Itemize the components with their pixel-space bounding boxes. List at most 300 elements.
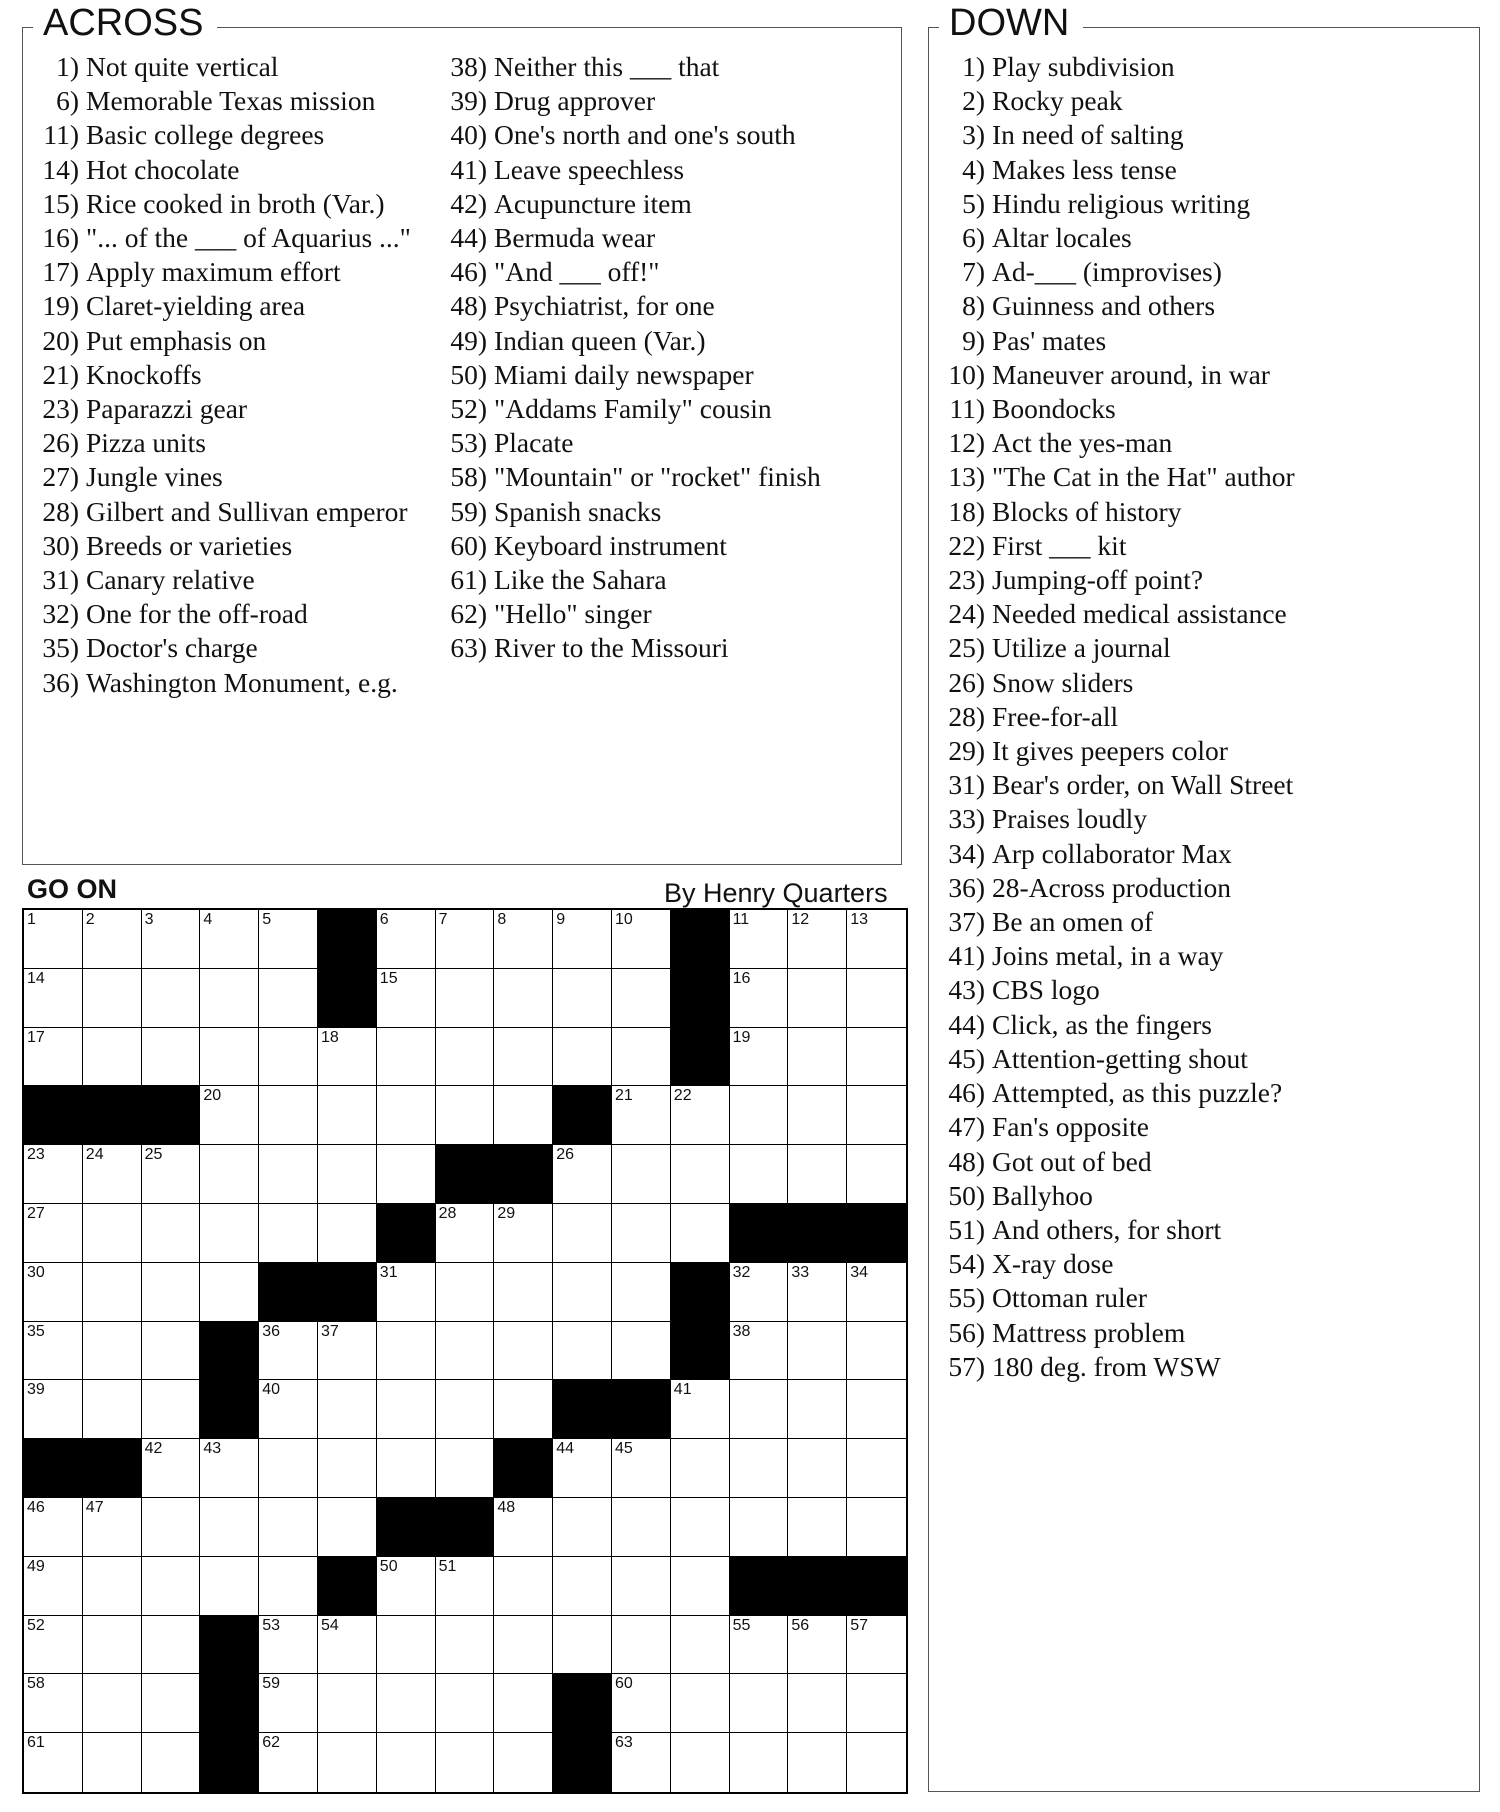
grid-cell[interactable]: [142, 1674, 201, 1733]
grid-cell[interactable]: [612, 1616, 671, 1675]
grid-cell[interactable]: [259, 1086, 318, 1145]
grid-cell[interactable]: [612, 1263, 671, 1322]
grid-cell[interactable]: [377, 1322, 436, 1381]
grid-cell[interactable]: [318, 1145, 377, 1204]
grid-cell[interactable]: [200, 1204, 259, 1263]
clue-item: [23, 426, 443, 460]
clue-text: Act the yes-man: [992, 427, 1173, 459]
grid-cell[interactable]: [24, 1204, 83, 1263]
grid-cell[interactable]: [318, 1616, 377, 1675]
grid-cell[interactable]: [847, 1498, 906, 1557]
grid-cell[interactable]: [259, 1557, 318, 1616]
down-heading: DOWN: [939, 0, 1083, 48]
grid-cell[interactable]: [24, 1263, 83, 1322]
clue-number: 36): [42, 666, 79, 698]
grid-cell[interactable]: [788, 1674, 847, 1733]
clue-text: Bermuda wear: [494, 222, 656, 254]
grid-cell[interactable]: [671, 1674, 730, 1733]
grid-cell[interactable]: [847, 1145, 906, 1204]
puzzle-author: By Henry Quarters: [664, 878, 888, 908]
grid-cell[interactable]: [847, 1616, 906, 1675]
grid-cell[interactable]: [24, 1322, 83, 1381]
grid-cell[interactable]: [436, 910, 495, 969]
grid-cell[interactable]: [553, 1204, 612, 1263]
clue-number: 33): [948, 803, 985, 835]
cell-number: 40: [262, 1381, 280, 1399]
grid-cell[interactable]: [142, 1733, 201, 1792]
grid-block: [671, 910, 730, 969]
grid-cell[interactable]: [318, 1733, 377, 1792]
grid-cell[interactable]: [612, 1145, 671, 1204]
cell-number: 25: [144, 1146, 163, 1164]
grid-cell[interactable]: [377, 1674, 436, 1733]
grid-cell[interactable]: [83, 1028, 142, 1087]
grid-cell[interactable]: [788, 1086, 847, 1145]
grid-cell[interactable]: [200, 969, 259, 1028]
grid-cell[interactable]: [436, 1028, 495, 1087]
grid-cell[interactable]: [200, 1263, 259, 1322]
grid-block: [200, 1380, 259, 1439]
clue-text: Play subdivision: [992, 51, 1175, 82]
across-clue-column-1: [23, 50, 443, 700]
grid-cell[interactable]: [730, 1380, 789, 1439]
cell-number: 37: [320, 1322, 339, 1340]
grid-cell[interactable]: [200, 910, 259, 969]
grid-cell[interactable]: [612, 1557, 671, 1616]
grid-cell[interactable]: [318, 1498, 377, 1557]
cell-number: 45: [614, 1440, 633, 1458]
grid-cell[interactable]: [847, 1086, 906, 1145]
cell-number: 42: [144, 1440, 163, 1458]
cell-number: 61: [27, 1734, 45, 1752]
grid-cell[interactable]: [24, 1498, 83, 1557]
cell-number: 23: [27, 1146, 45, 1164]
grid-cell[interactable]: [612, 910, 671, 969]
grid-block: [847, 1557, 906, 1616]
grid-cell[interactable]: [612, 1322, 671, 1381]
grid-cell[interactable]: [553, 1439, 612, 1498]
grid-cell[interactable]: [671, 1204, 730, 1263]
grid-cell[interactable]: [142, 1028, 201, 1087]
grid-cell[interactable]: [553, 969, 612, 1028]
grid-cell[interactable]: [494, 1733, 553, 1792]
cell-number: 26: [556, 1146, 574, 1164]
clue-text: Jungle vines: [86, 461, 223, 493]
grid-cell[interactable]: [494, 1616, 553, 1675]
grid-cell[interactable]: [377, 1616, 436, 1675]
grid-cell[interactable]: [730, 1322, 789, 1381]
grid-cell[interactable]: [847, 1028, 906, 1087]
clue-item: [23, 392, 443, 426]
grid-cell[interactable]: [612, 1204, 671, 1263]
clue-item: [23, 358, 443, 392]
grid-cell[interactable]: [318, 1322, 377, 1381]
clue-item: [431, 289, 871, 323]
clue-number: 39): [450, 85, 487, 117]
grid-cell[interactable]: [142, 969, 201, 1028]
grid-cell[interactable]: [436, 1086, 495, 1145]
grid-cell[interactable]: [200, 1439, 259, 1498]
clue-number: 44): [948, 1008, 985, 1040]
clue-text: Paparazzi gear: [86, 393, 248, 425]
cell-number: 22: [673, 1087, 692, 1105]
grid-block: [200, 1616, 259, 1675]
grid-cell[interactable]: [142, 1263, 201, 1322]
clue-number: 23): [42, 393, 79, 425]
grid-cell[interactable]: [671, 1439, 730, 1498]
grid-cell[interactable]: [847, 1263, 906, 1322]
cell-number: 7: [438, 911, 448, 928]
clue-number: 61): [450, 564, 487, 596]
cell-number: 53: [262, 1616, 280, 1634]
grid-cell[interactable]: [24, 969, 83, 1028]
grid-cell[interactable]: [83, 1557, 142, 1616]
grid-block: [24, 1439, 83, 1498]
grid-cell[interactable]: [612, 1498, 671, 1557]
clue-item: [929, 221, 1449, 255]
grid-cell[interactable]: [259, 1322, 318, 1381]
cell-number: 9: [556, 911, 566, 928]
grid-cell[interactable]: [142, 1322, 201, 1381]
grid-cell[interactable]: [377, 1557, 436, 1616]
grid-cell[interactable]: [553, 1557, 612, 1616]
grid-cell[interactable]: [24, 1674, 83, 1733]
clue-text: Jumping-off point?: [992, 564, 1204, 596]
grid-block: [671, 1322, 730, 1381]
grid-cell[interactable]: [494, 1322, 553, 1381]
clue-text: Snow sliders: [992, 666, 1134, 698]
grid-cell[interactable]: [83, 1145, 142, 1204]
clue-number: 21): [42, 358, 79, 390]
grid-cell[interactable]: [494, 969, 553, 1028]
grid-cell[interactable]: [730, 910, 789, 969]
grid-cell[interactable]: [259, 969, 318, 1028]
clue-text: Placate: [494, 427, 574, 459]
grid-cell[interactable]: [494, 1028, 553, 1087]
grid-cell[interactable]: [847, 1380, 906, 1439]
grid-cell[interactable]: [553, 1616, 612, 1675]
grid-cell[interactable]: [24, 1733, 83, 1792]
grid-cell[interactable]: [318, 1204, 377, 1263]
grid-cell[interactable]: [788, 910, 847, 969]
grid-cell[interactable]: [259, 1439, 318, 1498]
clue-text: Rocky peak: [992, 85, 1123, 117]
clue-text: "... of the ___ of Aquarius ...": [86, 222, 411, 254]
clue-number: 19): [42, 290, 79, 322]
grid-cell[interactable]: [200, 1498, 259, 1557]
clue-item: [929, 905, 1449, 939]
clue-item: [929, 1179, 1449, 1213]
grid-cell[interactable]: [377, 1733, 436, 1792]
clue-item: [929, 1316, 1449, 1350]
grid-cell[interactable]: [318, 1380, 377, 1439]
grid-cell[interactable]: [494, 1380, 553, 1439]
grid-cell[interactable]: [788, 1263, 847, 1322]
grid-cell[interactable]: [142, 910, 201, 969]
grid-cell[interactable]: [847, 1674, 906, 1733]
clue-text: And others, for short: [992, 1213, 1222, 1245]
grid-cell[interactable]: [730, 1439, 789, 1498]
clue-item: [929, 1110, 1449, 1144]
grid-cell[interactable]: [259, 1498, 318, 1557]
grid-cell[interactable]: [553, 1028, 612, 1087]
grid-cell[interactable]: [847, 1733, 906, 1792]
clue-item: [23, 187, 443, 221]
clue-number: 34): [948, 837, 985, 869]
grid-cell[interactable]: [377, 910, 436, 969]
grid-cell[interactable]: [259, 1674, 318, 1733]
grid-cell[interactable]: [671, 1086, 730, 1145]
cell-number: 52: [27, 1616, 45, 1634]
grid-cell[interactable]: [788, 1616, 847, 1675]
grid-cell[interactable]: [553, 1263, 612, 1322]
cell-number: 62: [262, 1734, 280, 1752]
cell-number: 16: [732, 969, 751, 987]
clue-number: 13): [948, 461, 985, 493]
grid-cell[interactable]: [259, 1733, 318, 1792]
clue-text: Hot chocolate: [86, 153, 240, 185]
grid-cell[interactable]: [436, 969, 495, 1028]
clue-item: [431, 631, 871, 665]
grid-cell[interactable]: [83, 1733, 142, 1792]
grid-cell[interactable]: [83, 1263, 142, 1322]
grid-cell[interactable]: [142, 1145, 201, 1204]
grid-cell[interactable]: [494, 1557, 553, 1616]
grid-cell[interactable]: [142, 1204, 201, 1263]
grid-cell[interactable]: [259, 1028, 318, 1087]
grid-block: [83, 1086, 142, 1145]
clue-text: Gilbert and Sullivan emperor: [86, 495, 408, 527]
clue-text: Joins metal, in a way: [992, 940, 1224, 972]
grid-cell[interactable]: [83, 910, 142, 969]
clue-number: 4): [962, 153, 985, 185]
grid-cell[interactable]: [24, 910, 83, 969]
grid-cell[interactable]: [494, 1086, 553, 1145]
grid-cell[interactable]: [318, 1674, 377, 1733]
grid-cell[interactable]: [436, 1204, 495, 1263]
grid-cell[interactable]: [553, 1498, 612, 1557]
clue-text: Hindu religious writing: [992, 187, 1251, 219]
grid-cell[interactable]: [730, 1674, 789, 1733]
grid-cell[interactable]: [318, 1028, 377, 1087]
cell-number: 1: [27, 911, 36, 928]
grid-cell[interactable]: [788, 1498, 847, 1557]
grid-cell[interactable]: [436, 1674, 495, 1733]
grid-cell[interactable]: [671, 1380, 730, 1439]
clue-text: X-ray dose: [992, 1248, 1114, 1280]
grid-cell[interactable]: [377, 1086, 436, 1145]
grid-cell[interactable]: [612, 1733, 671, 1792]
grid-cell[interactable]: [377, 1028, 436, 1087]
clue-number: 50): [948, 1179, 985, 1211]
grid-cell[interactable]: [494, 1674, 553, 1733]
cell-number: 27: [27, 1204, 45, 1222]
grid-cell[interactable]: [612, 1028, 671, 1087]
grid-block: [671, 1263, 730, 1322]
clue-text: Maneuver around, in war: [992, 358, 1270, 390]
grid-cell[interactable]: [436, 1439, 495, 1498]
clue-number: 51): [948, 1213, 985, 1245]
grid-cell[interactable]: [788, 1733, 847, 1792]
grid-cell[interactable]: [494, 1263, 553, 1322]
grid-cell[interactable]: [436, 1616, 495, 1675]
grid-cell[interactable]: [436, 1557, 495, 1616]
cell-number: 5: [262, 911, 272, 928]
clue-item: [929, 426, 1449, 460]
grid-cell[interactable]: [788, 1145, 847, 1204]
grid-cell[interactable]: [436, 1263, 495, 1322]
grid-cell[interactable]: [612, 1674, 671, 1733]
grid-cell[interactable]: [436, 1733, 495, 1792]
grid-cell[interactable]: [788, 1322, 847, 1381]
grid-cell[interactable]: [730, 1733, 789, 1792]
grid-cell[interactable]: [847, 1322, 906, 1381]
cell-number: 32: [732, 1263, 751, 1281]
grid-cell[interactable]: [788, 969, 847, 1028]
grid-cell[interactable]: [83, 1616, 142, 1675]
grid-block: [494, 1439, 553, 1498]
clue-text: Not quite vertical: [86, 51, 279, 82]
grid-block: [671, 969, 730, 1028]
grid-cell[interactable]: [847, 1439, 906, 1498]
grid-cell[interactable]: [671, 1616, 730, 1675]
clue-text: Washington Monument, e.g.: [86, 666, 398, 698]
grid-block: [730, 1204, 789, 1263]
clue-item: [23, 118, 443, 152]
grid-cell[interactable]: [142, 1439, 201, 1498]
grid-cell[interactable]: [83, 969, 142, 1028]
crossword-grid: [22, 908, 908, 1794]
grid-cell[interactable]: [494, 1498, 553, 1557]
grid-cell[interactable]: [612, 1439, 671, 1498]
grid-cell[interactable]: [553, 1145, 612, 1204]
grid-cell[interactable]: [259, 1616, 318, 1675]
grid-cell[interactable]: [494, 1204, 553, 1263]
grid-cell[interactable]: [83, 1322, 142, 1381]
cell-number: 34: [850, 1263, 868, 1281]
grid-cell[interactable]: [730, 1145, 789, 1204]
grid-cell[interactable]: [142, 1557, 201, 1616]
clue-item: [431, 392, 871, 426]
grid-cell[interactable]: [142, 1498, 201, 1557]
grid-cell[interactable]: [553, 1322, 612, 1381]
clue-number: 25): [948, 632, 985, 664]
grid-cell[interactable]: [788, 1439, 847, 1498]
clue-text: Altar locales: [992, 222, 1132, 254]
grid-cell[interactable]: [788, 1028, 847, 1087]
clue-number: 3): [962, 119, 985, 151]
grid-cell[interactable]: [671, 1145, 730, 1204]
grid-cell[interactable]: [671, 1557, 730, 1616]
grid-cell[interactable]: [318, 1439, 377, 1498]
grid-cell[interactable]: [730, 1028, 789, 1087]
clue-number: 52): [450, 393, 487, 425]
clue-number: 17): [42, 256, 79, 288]
grid-cell[interactable]: [259, 1380, 318, 1439]
grid-block: [847, 1204, 906, 1263]
grid-cell[interactable]: [377, 969, 436, 1028]
grid-cell[interactable]: [24, 1557, 83, 1616]
clue-text: Acupuncture item: [494, 187, 692, 219]
grid-cell[interactable]: [377, 1439, 436, 1498]
grid-cell[interactable]: [612, 1086, 671, 1145]
grid-cell[interactable]: [730, 969, 789, 1028]
clue-item: [23, 84, 443, 118]
grid-cell[interactable]: [83, 1674, 142, 1733]
grid-cell[interactable]: [788, 1380, 847, 1439]
clue-text: Claret-yielding area: [86, 290, 306, 322]
grid-cell[interactable]: [847, 969, 906, 1028]
grid-cell[interactable]: [200, 1086, 259, 1145]
clue-text: Rice cooked in broth (Var.): [86, 187, 385, 219]
grid-cell[interactable]: [259, 910, 318, 969]
grid-block: [553, 1733, 612, 1792]
grid-cell[interactable]: [436, 1322, 495, 1381]
grid-block: [259, 1263, 318, 1322]
grid-cell[interactable]: [612, 969, 671, 1028]
grid-cell[interactable]: [24, 1028, 83, 1087]
grid-cell[interactable]: [83, 1498, 142, 1557]
cell-number: 21: [614, 1087, 633, 1105]
grid-cell[interactable]: [730, 1498, 789, 1557]
grid-cell[interactable]: [377, 1380, 436, 1439]
clue-text: Ad-___ (improvises): [992, 256, 1222, 288]
grid-cell[interactable]: [24, 1616, 83, 1675]
grid-cell[interactable]: [436, 1380, 495, 1439]
grid-cell[interactable]: [142, 1380, 201, 1439]
clue-text: Indian queen (Var.): [494, 324, 706, 356]
grid-cell[interactable]: [24, 1380, 83, 1439]
grid-cell[interactable]: [730, 1086, 789, 1145]
grid-cell[interactable]: [259, 1204, 318, 1263]
cell-number: 38: [732, 1322, 751, 1340]
grid-cell[interactable]: [83, 1380, 142, 1439]
clue-number: 6): [962, 222, 985, 254]
grid-cell[interactable]: [200, 1145, 259, 1204]
grid-cell[interactable]: [671, 1733, 730, 1792]
grid-cell[interactable]: [259, 1145, 318, 1204]
clue-text: One for the off-road: [86, 598, 308, 630]
clue-item: [929, 734, 1449, 768]
grid-cell[interactable]: [24, 1145, 83, 1204]
clue-text: Like the Sahara: [494, 564, 667, 596]
clue-text: "Mountain" or "rocket" finish: [494, 461, 821, 493]
grid-block: [788, 1557, 847, 1616]
grid-cell[interactable]: [377, 1145, 436, 1204]
clue-text: Guinness and others: [992, 290, 1216, 322]
grid-cell[interactable]: [200, 1028, 259, 1087]
grid-cell[interactable]: [318, 1086, 377, 1145]
grid-cell[interactable]: [83, 1204, 142, 1263]
clue-text: Breeds or varieties: [86, 529, 293, 561]
cell-number: 4: [203, 911, 213, 928]
clue-item: [23, 597, 443, 631]
grid-cell[interactable]: [671, 1498, 730, 1557]
grid-cell[interactable]: [142, 1616, 201, 1675]
grid-cell[interactable]: [730, 1616, 789, 1675]
grid-cell[interactable]: [200, 1557, 259, 1616]
grid-cell[interactable]: [847, 910, 906, 969]
grid-cell[interactable]: [377, 1263, 436, 1322]
grid-cell[interactable]: [494, 910, 553, 969]
grid-block: [142, 1086, 201, 1145]
grid-cell[interactable]: [730, 1263, 789, 1322]
grid-cell[interactable]: [553, 910, 612, 969]
clue-number: 15): [42, 187, 79, 219]
clue-item: [929, 255, 1449, 289]
clue-item: [929, 118, 1449, 152]
clue-text: "Addams Family" cousin: [494, 393, 772, 425]
